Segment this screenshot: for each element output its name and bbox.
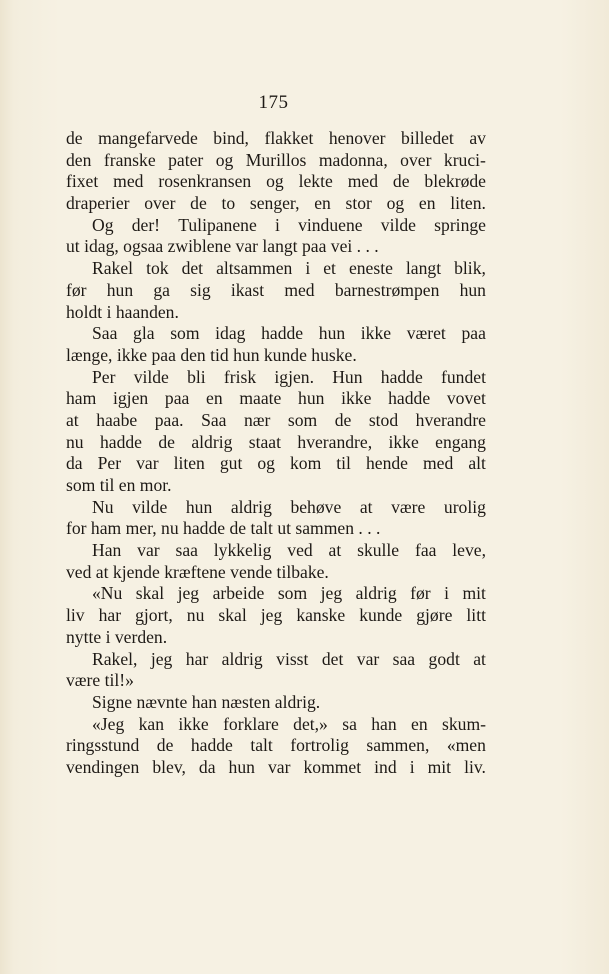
text-line: Signe nævnte han næsten aldrig.	[92, 691, 321, 712]
text-line: Og der! Tulipanene i vinduene vilde springe	[92, 214, 486, 235]
text-line: ut idag, ogsaa zwiblene var langt paa vei . . .	[66, 236, 379, 257]
text-line: draperier over de to senger, en stor og en liten.	[66, 193, 486, 214]
text-line: Per vilde bli frisk igjen. Hun hadde fundet	[92, 366, 486, 387]
text-line: Nu vilde hun aldrig behøve at være urolig	[92, 496, 486, 517]
page-number: 175	[258, 92, 289, 113]
text-line: ham igjen paa en maate hun ikke hadde vovet	[66, 388, 486, 409]
text-line: «Nu skal jeg arbeide som jeg aldrig før i mit	[92, 583, 486, 604]
text-line: ved at kjende kræftene vende tilbake.	[66, 561, 329, 582]
text-line: for ham mer, nu hadde de talt ut sammen . . .	[66, 518, 381, 539]
text-line: vendingen blev, da hun var kommet ind i mit liv.	[66, 756, 486, 777]
text-line: «Jeg kan ikke forklare det,» sa han en skum-	[92, 713, 486, 734]
body-text	[66, 128, 486, 779]
text-line: liv har gjort, nu skal jeg kanske kunde gjøre litt	[66, 605, 486, 626]
text-line: Saa gla som idag hadde hun ikke været paa	[92, 323, 486, 344]
text-line: Rakel, jeg har aldrig visst det var saa godt at	[92, 648, 486, 669]
text-line: fixet med rosenkransen og lekte med de blekrøde	[66, 171, 486, 192]
text-line: Rakel tok det altsammen i et eneste langt blik,	[92, 258, 486, 279]
text-line: holdt i haanden.	[66, 301, 179, 322]
text-line: de mangefarvede bind, flakket henover billedet av	[66, 128, 486, 148]
text-line: nu hadde de aldrig staat hverandre, ikke engang	[66, 431, 486, 452]
text-line: Han var saa lykkelig ved at skulle faa leve,	[92, 540, 486, 561]
text-line: den franske pater og Murillos madonna, over kruci-	[66, 149, 486, 170]
text-line: at haabe paa. Saa nær som de stod hverandre	[66, 409, 486, 430]
text-line: som til en mor.	[66, 475, 172, 495]
text-line: være til!»	[66, 670, 134, 691]
text-line: da Per var liten gut og kom til hende med alt	[66, 453, 486, 474]
text-line: nytte i verden.	[66, 626, 168, 647]
text-line: længe, ikke paa den tid hun kunde huske.	[66, 344, 357, 365]
text-line: ringsstund de hadde talt fortrolig sammen, «men	[66, 735, 486, 756]
text-line: før hun ga sig ikast med barnestrømpen hun	[66, 279, 486, 300]
